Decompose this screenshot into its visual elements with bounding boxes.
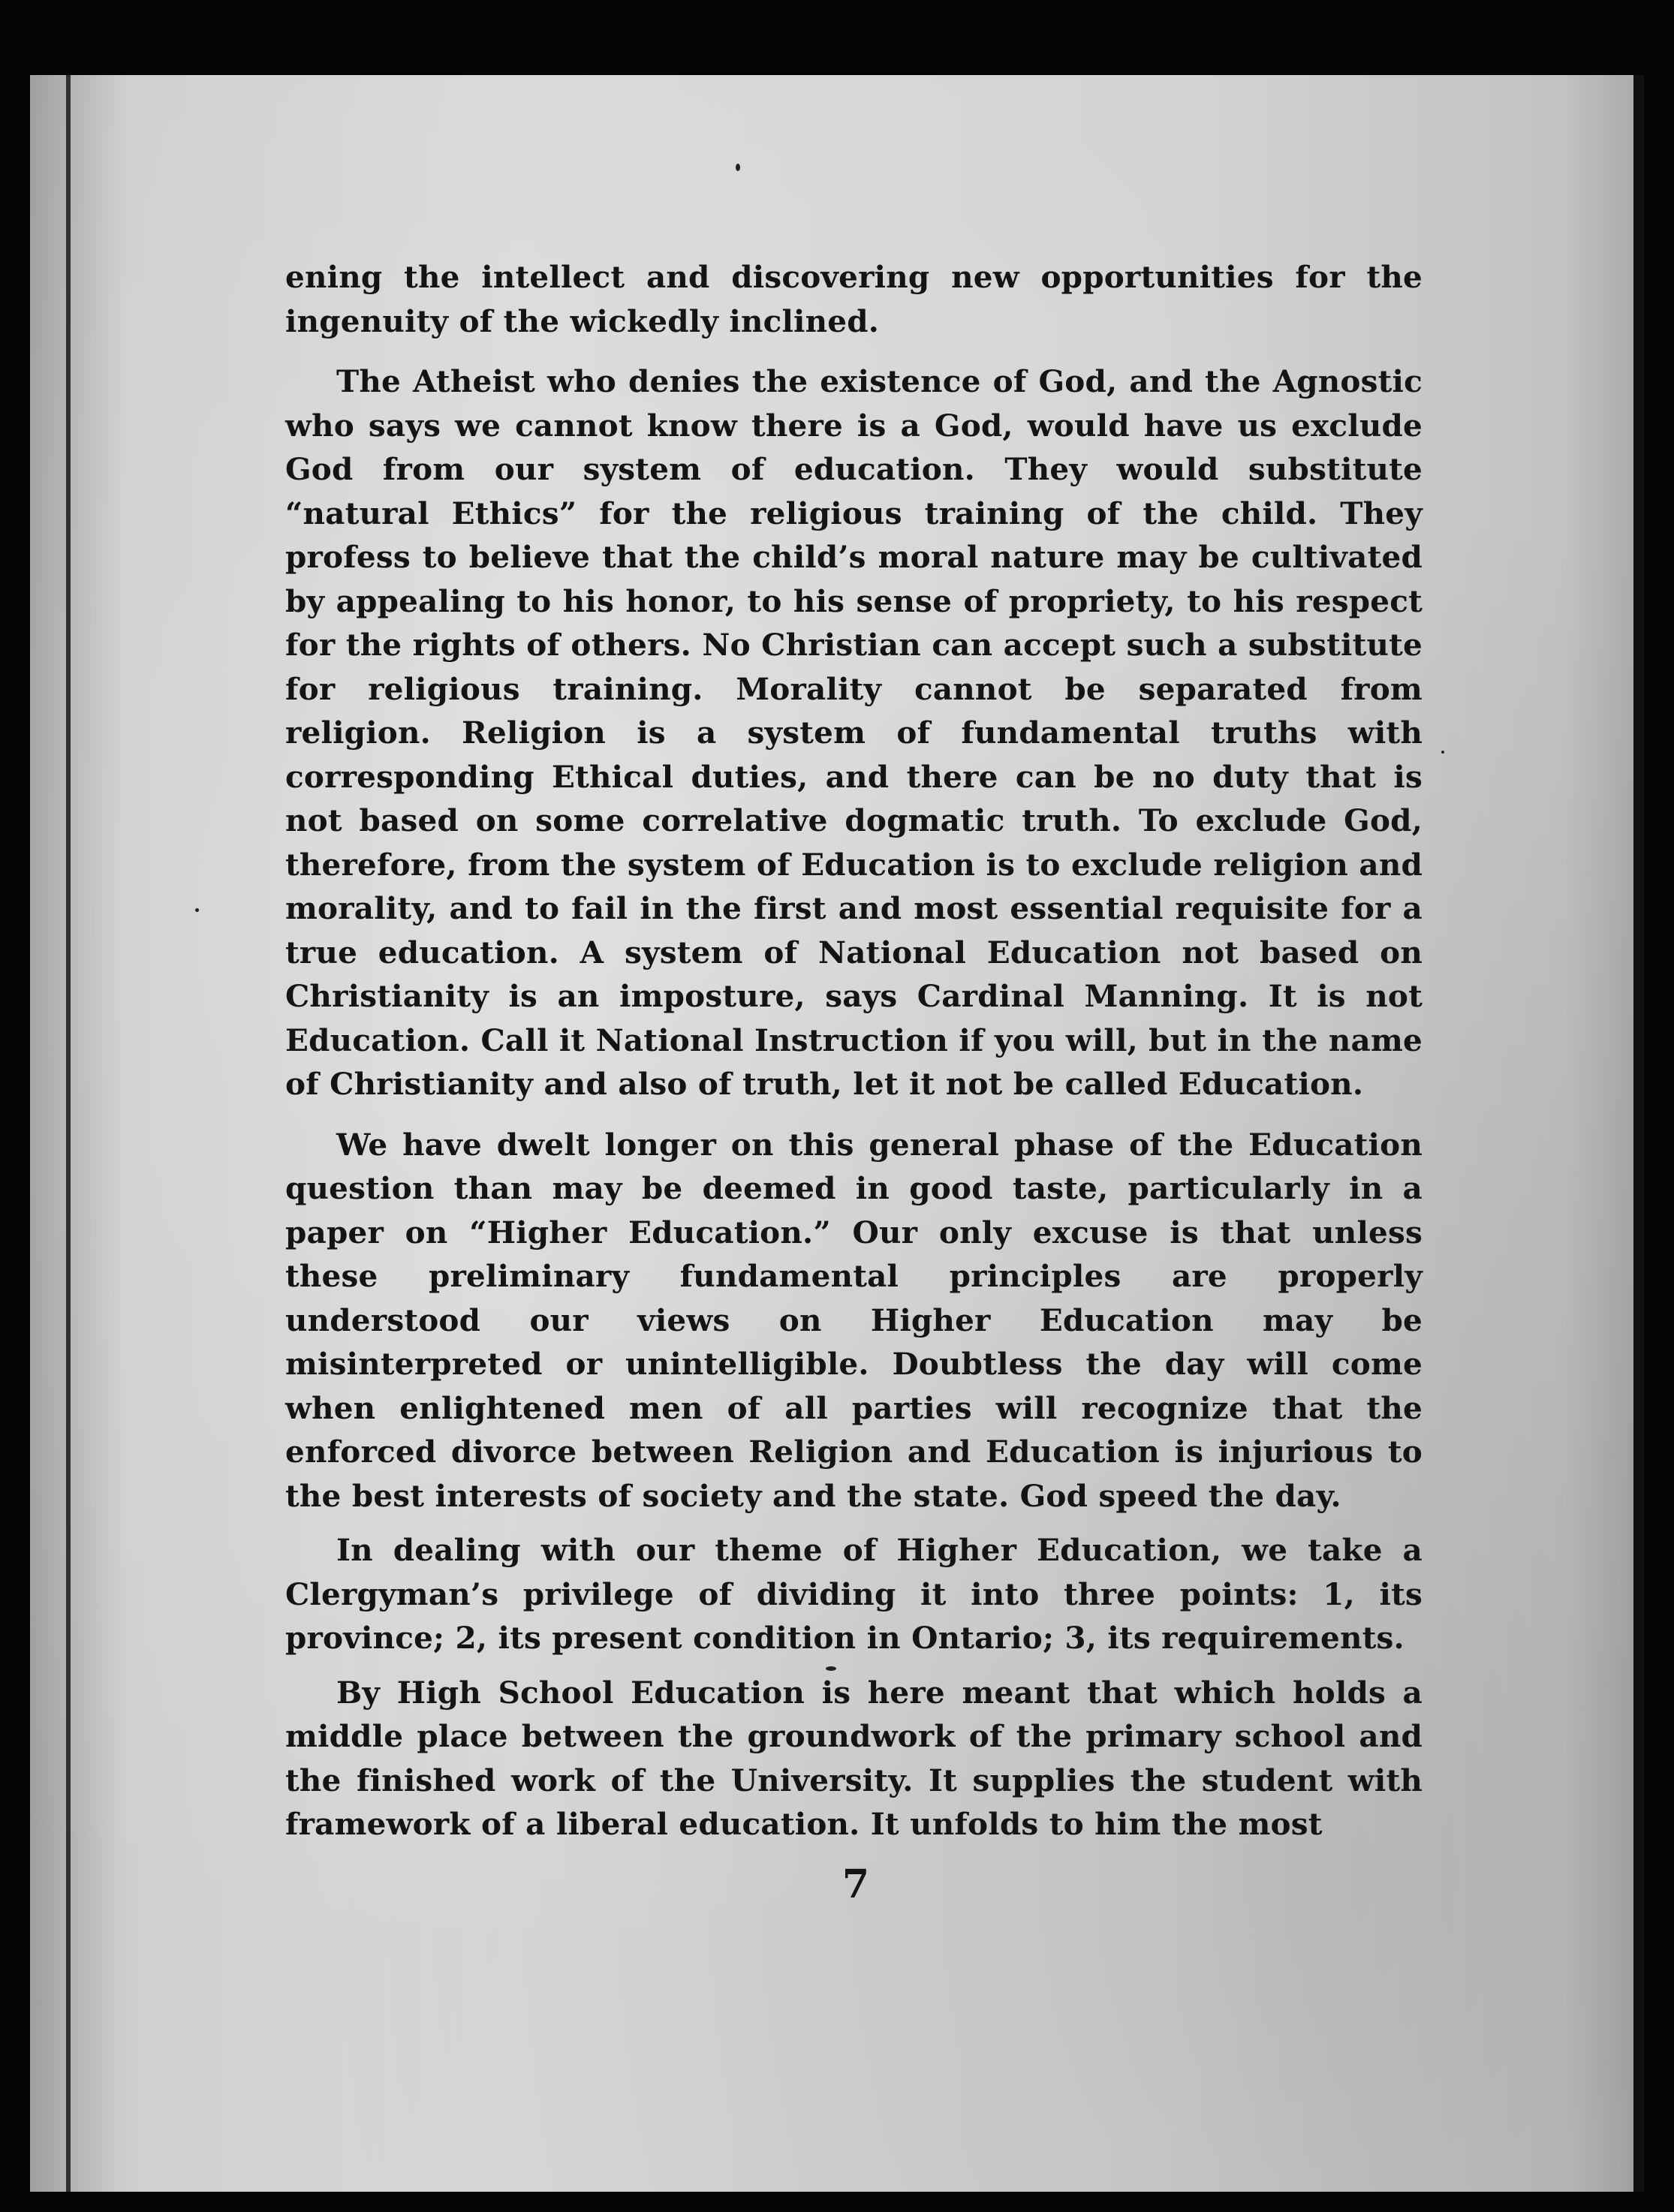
document-page (30, 75, 1644, 2192)
ink-speck (736, 164, 740, 171)
page-edge-shadow (66, 75, 71, 2192)
ink-speck (195, 908, 199, 912)
paragraph-atheist: The Atheist who denies the existence of God, and the Agnostic who says we cannot know there is a God, would have us exclude God from our system of education. They would substitute “natural Ethics” for the religious training of the child. They profess to believe that the child’s moral nature may be cultivated by appealing to his honor, to his sense of propriety, to his respect for the rights of others. No Christian can accept such a substitute for religious training. Morality cannot be separated from religion. Religion is a system of fundamental truths with corresponding Ethical duties, and there can be no duty that is not based on some correlative dogmatic truth. To exclude God, therefore, from the system of Education is to exclude religion and morality, and to fail in the first and most essential requisite for a true education. A system of National Education not based on Christianity is an imposture, says Cardinal Manning. It is not Education. Call it National Instruction if you will, but in the name of Christianity and also of truth, let it not be called Education. (285, 363, 1423, 1102)
page-edge-right (1633, 75, 1644, 2192)
paragraph-continuation: ening the intellect and discovering new opportunities for the ingenuity of the wickedly inclined. (285, 259, 1423, 339)
ink-speck (1441, 751, 1444, 754)
paragraph-theme: In dealing with our theme of Higher Education, we take a Clergyman’s privilege of dividing it into three points: 1, its province; 2, its present condition in Ontario; 3, its requirements. (285, 1532, 1423, 1656)
paragraph-dwelt: We have dwelt longer on this general phase of the Education question than may be deemed in good taste, particularly in a paper on “Higher Education.” Our only excuse is that unless these preliminary fundamental principles are properly understood our views on Higher Education may be misinterpreted or unintelligible. Doubtless the day will come when enlightened men of all parties will recognize that the enforced divorce between Religion and Education is injurious to the best interests of society and the state. God speed the day. (285, 1126, 1423, 1514)
body-text (285, 255, 1423, 1846)
paragraph-high-school: By High School Education is here meant that which holds a middle place between the groundwork of the primary school and the finished work of the University. It supplies the student with framework of a liberal education. It unfolds to him the most (285, 1674, 1423, 1842)
page-number: 7 (842, 1861, 870, 1907)
